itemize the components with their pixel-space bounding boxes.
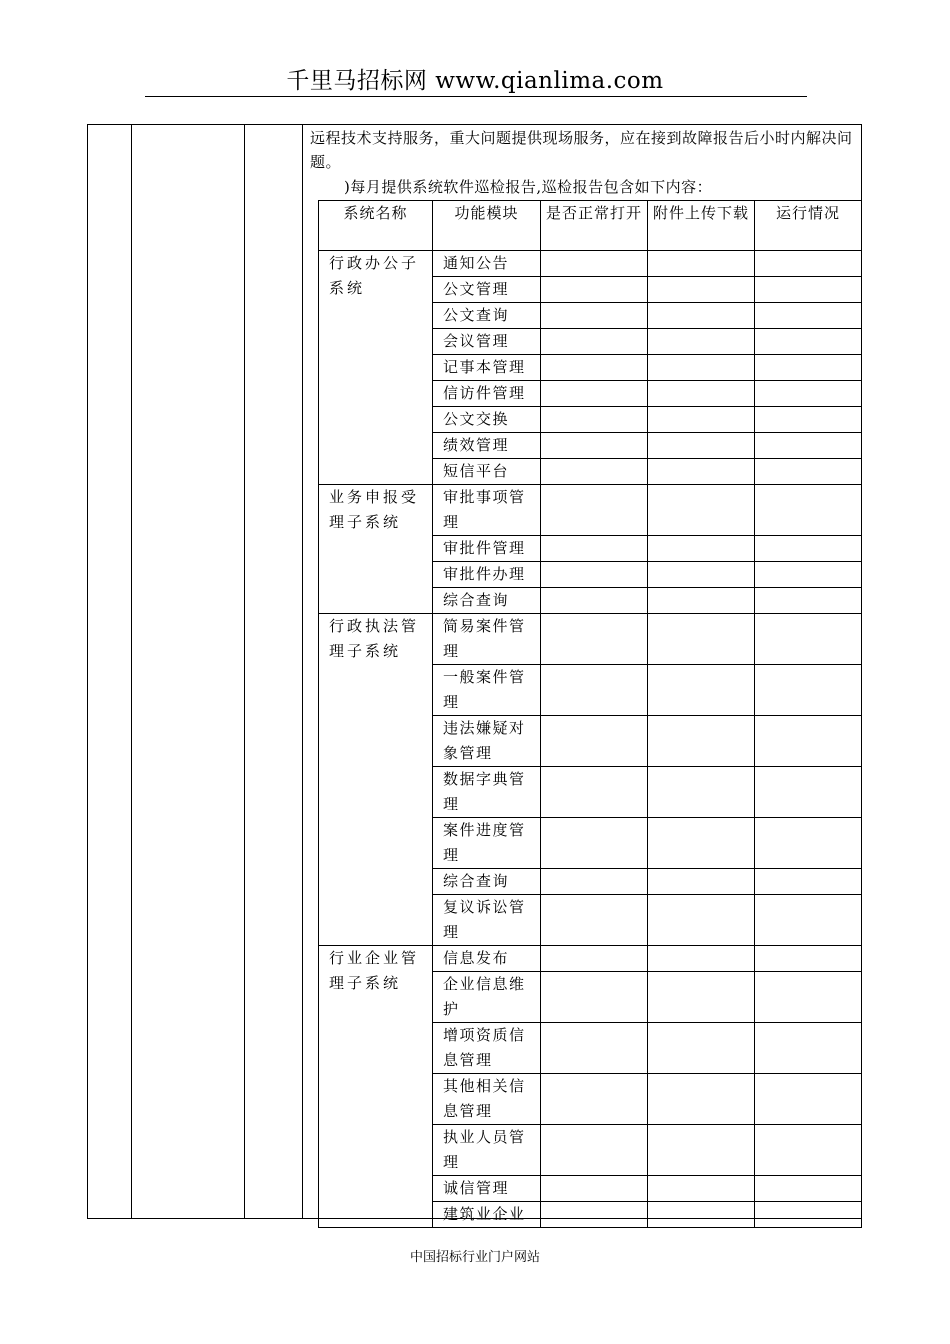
open-status-cell xyxy=(541,614,648,665)
attachment-cell xyxy=(648,536,755,562)
open-status-cell xyxy=(541,588,648,614)
attachment-cell xyxy=(648,946,755,972)
attachment-cell xyxy=(648,895,755,946)
attachment-cell xyxy=(648,1074,755,1125)
module-name-cell: 综合查询 xyxy=(433,869,541,895)
running-status-cell xyxy=(755,972,862,1023)
table-row xyxy=(319,614,862,665)
outer-col-border xyxy=(87,124,88,1219)
table-row xyxy=(319,485,862,536)
attachment-cell xyxy=(648,614,755,665)
open-status-cell xyxy=(541,946,648,972)
running-status-cell xyxy=(755,1074,862,1125)
module-name-cell: 信访件管理 xyxy=(433,381,541,407)
attachment-cell xyxy=(648,1176,755,1202)
attachment-cell xyxy=(648,972,755,1023)
running-status-cell xyxy=(755,433,862,459)
open-status-cell xyxy=(541,1074,648,1125)
open-status-cell xyxy=(541,1023,648,1074)
module-name-cell: 审批事项管理 xyxy=(433,485,541,536)
attachment-cell xyxy=(648,329,755,355)
attachment-cell xyxy=(648,562,755,588)
open-status-cell xyxy=(541,1202,648,1228)
attachment-cell xyxy=(648,433,755,459)
open-status-cell xyxy=(541,277,648,303)
attachment-cell xyxy=(648,588,755,614)
module-name-cell: 记事本管理 xyxy=(433,355,541,381)
outer-col-border xyxy=(131,124,132,1219)
attachment-cell xyxy=(648,277,755,303)
system-name-cell: 行政办公子系统 xyxy=(319,251,433,485)
page-header-title: 千里马招标网 www.qianlima.com xyxy=(286,68,664,94)
running-status-cell xyxy=(755,536,862,562)
header-rule xyxy=(145,96,807,97)
open-status-cell xyxy=(541,536,648,562)
running-status-cell xyxy=(755,277,862,303)
module-name-cell: 增项资质信息管理 xyxy=(433,1023,541,1074)
open-status-cell xyxy=(541,665,648,716)
attachment-cell xyxy=(648,303,755,329)
running-status-cell xyxy=(755,1202,862,1228)
outer-col-border xyxy=(244,124,245,1219)
module-name-cell: 信息发布 xyxy=(433,946,541,972)
module-name-cell: 公文交换 xyxy=(433,407,541,433)
module-name-cell: 诚信管理 xyxy=(433,1176,541,1202)
module-name-cell: 案件进度管理 xyxy=(433,818,541,869)
table-row xyxy=(319,251,862,277)
page-footer-text: 中国招标行业门户网站 xyxy=(409,1250,540,1265)
module-name-cell: 其他相关信息管理 xyxy=(433,1074,541,1125)
running-status-cell xyxy=(755,946,862,972)
table-row xyxy=(319,946,862,972)
open-status-cell xyxy=(541,869,648,895)
module-name-cell: 公文管理 xyxy=(433,277,541,303)
module-name-cell: 违法嫌疑对象管理 xyxy=(433,716,541,767)
module-name-cell: 通知公告 xyxy=(433,251,541,277)
attachment-cell xyxy=(648,716,755,767)
attachment-cell xyxy=(648,407,755,433)
outer-table-top-border xyxy=(87,124,862,125)
open-status-cell xyxy=(541,433,648,459)
open-status-cell xyxy=(541,818,648,869)
running-status-cell xyxy=(755,459,862,485)
module-name-cell: 简易案件管理 xyxy=(433,614,541,665)
module-name-cell: 复议诉讼管理 xyxy=(433,895,541,946)
running-status-cell xyxy=(755,767,862,818)
open-status-cell xyxy=(541,562,648,588)
table-header-cell: 功能模块 xyxy=(433,201,541,251)
module-name-cell: 会议管理 xyxy=(433,329,541,355)
service-paragraph: 远程技术支持服务，重大问题提供现场服务，应在接到故障报告后小时内解决问题。 xyxy=(310,129,853,171)
module-name-cell: 审批件管理 xyxy=(433,536,541,562)
open-status-cell xyxy=(541,485,648,536)
open-status-cell xyxy=(541,407,648,433)
attachment-cell xyxy=(648,818,755,869)
running-status-cell xyxy=(755,407,862,433)
module-name-cell: 审批件办理 xyxy=(433,562,541,588)
module-name-cell: 企业信息维护 xyxy=(433,972,541,1023)
running-status-cell xyxy=(755,1176,862,1202)
open-status-cell xyxy=(541,303,648,329)
running-status-cell xyxy=(755,329,862,355)
module-name-cell: 执业人员管理 xyxy=(433,1125,541,1176)
running-status-cell xyxy=(755,485,862,536)
table-header-cell: 附件上传下载 xyxy=(648,201,755,251)
attachment-cell xyxy=(648,485,755,536)
open-status-cell xyxy=(541,1176,648,1202)
module-name-cell: 综合查询 xyxy=(433,588,541,614)
running-status-cell xyxy=(755,562,862,588)
running-status-cell xyxy=(755,588,862,614)
running-status-cell xyxy=(755,614,862,665)
running-status-cell xyxy=(755,1023,862,1074)
open-status-cell xyxy=(541,459,648,485)
attachment-cell xyxy=(648,869,755,895)
table-header-cell: 运行情况 xyxy=(755,201,862,251)
open-status-cell xyxy=(541,381,648,407)
system-name-cell: 业务申报受理子系统 xyxy=(319,485,433,614)
running-status-cell xyxy=(755,381,862,407)
attachment-cell xyxy=(648,1202,755,1228)
attachment-cell xyxy=(648,251,755,277)
open-status-cell xyxy=(541,895,648,946)
running-status-cell xyxy=(755,1125,862,1176)
inspection-report-table xyxy=(318,200,862,1228)
report-intro-paragraph: )每月提供系统软件巡检报告,巡检报告包含如下内容： xyxy=(344,178,713,196)
system-name-cell: 行业企业管理子系统 xyxy=(319,946,433,1228)
running-status-cell xyxy=(755,251,862,277)
module-name-cell: 建筑业企业 xyxy=(433,1202,541,1228)
running-status-cell xyxy=(755,665,862,716)
module-name-cell: 数据字典管理 xyxy=(433,767,541,818)
system-name-cell: 行政执法管理子系统 xyxy=(319,614,433,946)
open-status-cell xyxy=(541,716,648,767)
running-status-cell xyxy=(755,355,862,381)
attachment-cell xyxy=(648,459,755,485)
open-status-cell xyxy=(541,972,648,1023)
module-name-cell: 公文查询 xyxy=(433,303,541,329)
open-status-cell xyxy=(541,251,648,277)
running-status-cell xyxy=(755,869,862,895)
module-name-cell: 绩效管理 xyxy=(433,433,541,459)
running-status-cell xyxy=(755,716,862,767)
running-status-cell xyxy=(755,895,862,946)
outer-col-border xyxy=(302,124,303,1219)
attachment-cell xyxy=(648,1125,755,1176)
attachment-cell xyxy=(648,767,755,818)
open-status-cell xyxy=(541,355,648,381)
attachment-cell xyxy=(648,1023,755,1074)
module-name-cell: 短信平台 xyxy=(433,459,541,485)
open-status-cell xyxy=(541,329,648,355)
attachment-cell xyxy=(648,355,755,381)
open-status-cell xyxy=(541,1125,648,1176)
attachment-cell xyxy=(648,665,755,716)
table-header-cell: 是否正常打开 xyxy=(541,201,648,251)
table-header-cell: 系统名称 xyxy=(319,201,433,251)
table-header-row xyxy=(319,201,862,251)
running-status-cell xyxy=(755,818,862,869)
attachment-cell xyxy=(648,381,755,407)
open-status-cell xyxy=(541,767,648,818)
module-name-cell: 一般案件管理 xyxy=(433,665,541,716)
running-status-cell xyxy=(755,303,862,329)
